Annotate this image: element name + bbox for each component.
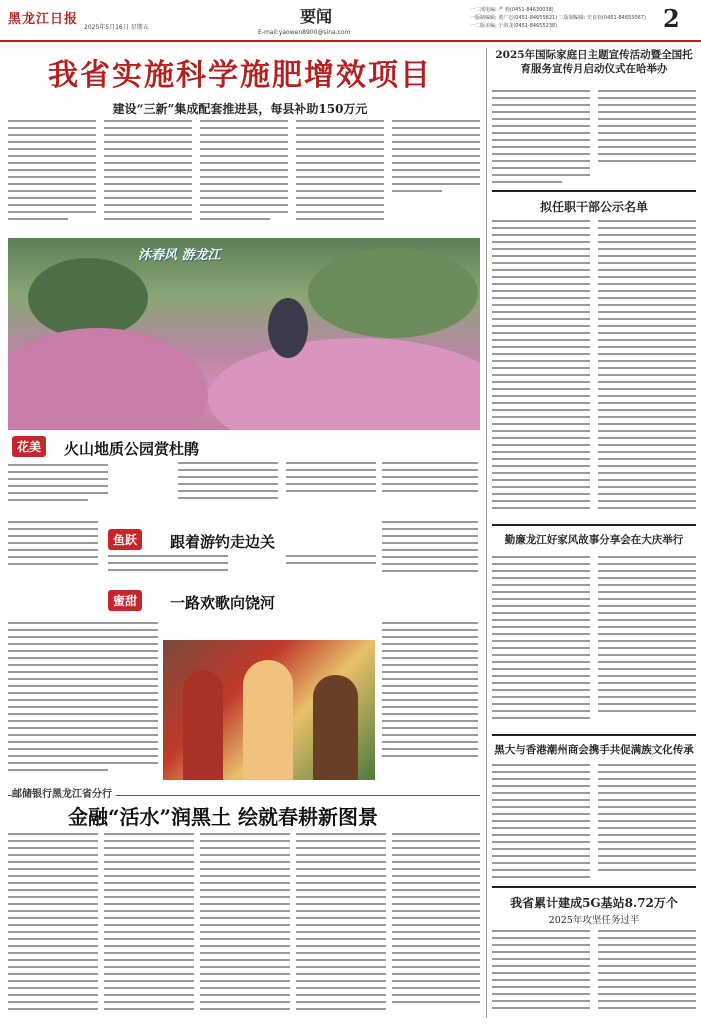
article-title: 黑大与香港潮州商会携手共促满族文化传承 <box>494 744 694 756</box>
story-text-texture <box>8 515 480 585</box>
right-column <box>492 48 696 1018</box>
story-azalea <box>8 432 480 512</box>
dance-photo <box>163 640 375 780</box>
photo-figure-shape <box>313 675 358 780</box>
bottom-feature <box>8 785 480 1019</box>
story-tag: 花美 <box>12 436 46 457</box>
lead-headline: 我省实施科学施肥增效项目 <box>48 58 432 93</box>
azalea-photo <box>8 238 480 430</box>
article-title: 拟任职干部公示名单 <box>539 200 648 214</box>
story-title: 一路欢歌向饶河 <box>170 594 276 612</box>
section-rule <box>492 524 696 526</box>
text-columns-texture <box>8 118 480 230</box>
photo-people-shape <box>268 298 308 358</box>
section-rule <box>492 734 696 736</box>
right-text-texture <box>492 48 696 1018</box>
contact-line: 一二部电编: 严 莉(0451-84630038) <box>470 7 554 13</box>
lead-headline-block <box>0 50 480 117</box>
editor-email: E-mail:yaowen8900@sina.com <box>258 29 351 36</box>
story-title: 跟着游钓走边关 <box>170 533 276 551</box>
photo-tree-shape <box>308 248 478 338</box>
issue-date: 2025年5月16日 星期五 <box>84 24 149 31</box>
section-rule <box>492 190 696 192</box>
photo-badge: 沐春风 游龙江 <box>138 248 221 263</box>
section-title: 要闻 <box>300 7 333 26</box>
editor-contacts <box>470 6 646 30</box>
story-tag: 鱼跃 <box>108 529 142 550</box>
feature-text-texture <box>8 785 480 1019</box>
story-text-texture <box>8 432 480 512</box>
photo-flower-shape <box>208 338 480 430</box>
photo-figure-shape <box>183 670 223 780</box>
photo-figure-shape <box>243 660 293 780</box>
column-divider <box>486 48 487 1018</box>
contact-line: 一二版美编: 于海龙(0451-84655238) <box>470 23 558 29</box>
contact-line: 一版制编辑: 黄广志(0451-84655621) 二版制编辑: 史良钧(0451-84655067) <box>470 15 646 21</box>
section-rule <box>492 886 696 888</box>
lead-subheadline: 建设“三新”集成配套推进县，每县补助150万元 <box>112 102 368 116</box>
photo-tree-shape <box>28 258 148 338</box>
newspaper-logo: 黑龙江日报 <box>8 12 79 27</box>
feature-title: 金融“活水”润黑土 绘就春耕新图景 <box>68 805 378 829</box>
masthead <box>0 0 701 42</box>
article-title: 2025年国际家庭日主题宣传活动暨全国托育服务宣传月启动仪式在哈举办 <box>495 49 693 75</box>
lead-article-body <box>8 118 480 230</box>
article-title: 我省累计建成5G基站8.72万个 <box>510 896 678 910</box>
feature-banner-label: 邮储银行黑龙江省分行 <box>12 785 116 800</box>
story-fishing <box>8 515 480 585</box>
article-title: 勤廉龙江好家风故事分享会在大庆举行 <box>504 534 684 546</box>
photo-flower-shape <box>8 328 208 430</box>
page-number: 2 <box>663 4 680 33</box>
article-subtitle: 2025年攻坚任务过半 <box>548 915 640 926</box>
story-tag: 蜜甜 <box>108 590 142 611</box>
story-title: 火山地质公园赏杜鹃 <box>64 440 200 458</box>
